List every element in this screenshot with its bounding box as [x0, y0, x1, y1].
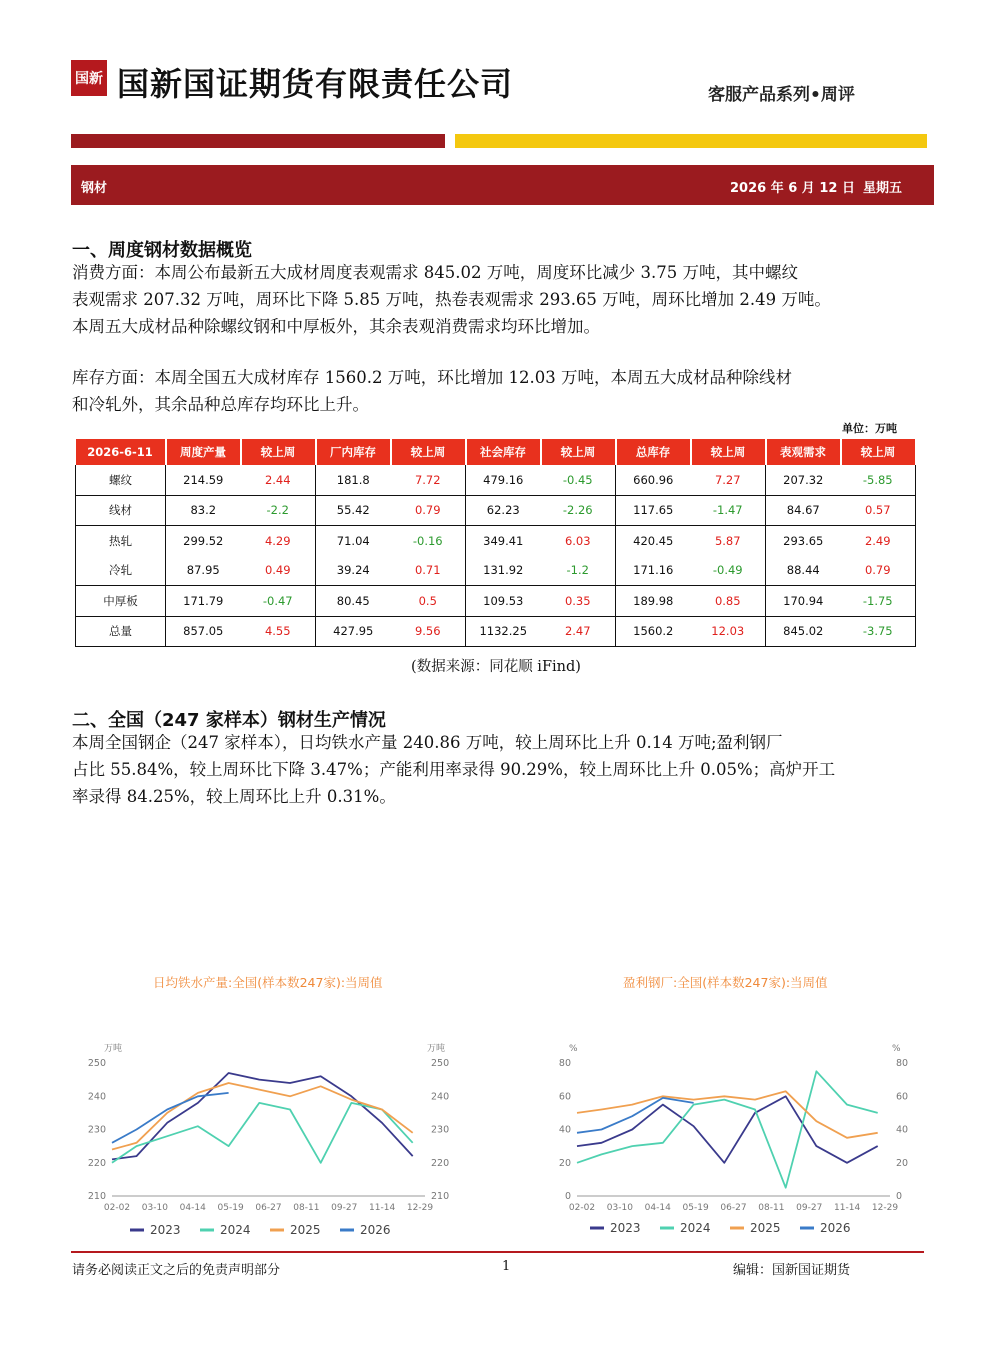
- legend-label: 2024: [220, 1223, 251, 1237]
- table-cell: 299.52: [183, 533, 224, 548]
- table-cell: 420.45: [633, 533, 674, 548]
- table-cell: 0.35: [541, 586, 616, 617]
- table-cell: 427.95: [316, 616, 391, 647]
- table-cell: 171.79: [166, 586, 241, 617]
- row-label: 热轧: [76, 526, 166, 556]
- y-tick-label: 20: [558, 1157, 571, 1169]
- row-label: 总量: [76, 616, 166, 647]
- table-row: [76, 556, 916, 586]
- table-cell: 55.42: [316, 495, 391, 526]
- table-cell: 189.98: [616, 586, 691, 617]
- y-tick-label-right: 0: [896, 1191, 903, 1202]
- table-cell: 71.04: [336, 533, 370, 548]
- section1-title: 一、周度钢材数据概览: [72, 240, 252, 261]
- row-label: 中厚板: [76, 586, 166, 617]
- table-cell: 293.65: [783, 533, 824, 548]
- table-header-cell: 厂内库存: [316, 439, 391, 465]
- table-cell: 0.57: [841, 495, 916, 526]
- x-tick-label: 05-19: [682, 1203, 709, 1213]
- x-tick-label: 08-11: [293, 1203, 320, 1213]
- table-header-cell: 社会库存: [466, 439, 541, 465]
- x-tick-label: 11-14: [369, 1203, 396, 1213]
- y-tick-label-right: 240: [431, 1091, 450, 1103]
- table-cell: 170.94: [766, 586, 841, 617]
- table-cell: 80.45: [316, 586, 391, 617]
- table-header-cell: 总库存: [616, 439, 691, 465]
- table-cell: 1132.25: [466, 616, 541, 647]
- x-tick-label: 11-14: [834, 1203, 861, 1213]
- data-source: (数据来源：同花顺 iFind): [411, 659, 581, 675]
- y-tick-label-right: 250: [431, 1058, 450, 1069]
- legend-label: 2026: [360, 1223, 391, 1237]
- table-cell: -1.47: [691, 495, 766, 526]
- y-unit-right: %: [892, 1044, 901, 1054]
- table-cell: 2.44: [241, 465, 316, 495]
- x-tick-label: 04-14: [179, 1203, 206, 1213]
- x-tick-label: 09-27: [796, 1203, 823, 1213]
- table-cell: -1.2: [541, 556, 616, 586]
- y-tick-label: 210: [87, 1191, 106, 1202]
- x-tick-label: 04-14: [644, 1203, 671, 1213]
- disclaimer-note: 请务必阅读正文之后的免责声明部分: [72, 1263, 281, 1278]
- legend-label: 2025: [750, 1221, 781, 1235]
- table-cell: 7.27: [691, 465, 766, 495]
- table-cell: 2.47: [541, 616, 616, 647]
- table-cell: -0.16: [391, 526, 466, 556]
- x-tick-label: 05-19: [217, 1203, 244, 1213]
- product-series: 客服产品系列•周评: [708, 85, 855, 105]
- table-cell: 0.85: [691, 586, 766, 617]
- y-tick-label: 230: [87, 1124, 106, 1136]
- table-row: [76, 586, 916, 617]
- x-tick-label: 03-10: [141, 1203, 168, 1213]
- chart1-legend: [130, 1219, 420, 1241]
- y-unit-left: 万吨: [104, 1044, 123, 1054]
- y-tick-label: 250: [87, 1058, 106, 1069]
- table-cell: 4.29: [241, 526, 316, 556]
- legend-label: 2024: [680, 1221, 711, 1235]
- header-red-bar: [71, 134, 445, 148]
- series-line-2025: [577, 1091, 878, 1138]
- table-cell: 171.16: [616, 556, 691, 586]
- x-tick-label: 12-29: [406, 1203, 434, 1213]
- table-row: [76, 495, 916, 526]
- legend-label: 2023: [150, 1223, 181, 1237]
- table-row: [76, 526, 916, 556]
- x-tick-label: 02-02: [568, 1203, 596, 1213]
- report-date: 2026 年 6 月 12 日: [730, 181, 855, 196]
- y-tick-label: 220: [87, 1157, 106, 1169]
- table-cell: 214.59: [166, 465, 241, 495]
- table-cell: 4.55: [241, 616, 316, 647]
- y-tick-label-right: 220: [431, 1157, 450, 1169]
- hot-metal-chart: [70, 1038, 470, 1218]
- x-tick-label: 06-27: [255, 1203, 282, 1213]
- table-cell: 479.16: [466, 465, 541, 495]
- table-cell: 87.95: [166, 556, 241, 586]
- table-cell: 84.67: [766, 495, 841, 526]
- y-tick-label-right: 40: [896, 1124, 909, 1136]
- x-tick-label: 03-10: [606, 1203, 633, 1213]
- row-label: 冷轧: [76, 556, 166, 586]
- table-cell: 9.56: [391, 616, 466, 647]
- table-cell: 5.87: [691, 526, 766, 556]
- table-cell: 0.79: [841, 556, 916, 586]
- y-tick-label-right: 60: [896, 1091, 909, 1103]
- y-unit-left: %: [569, 1044, 578, 1054]
- company-name: 国新国证期货有限责任公司: [117, 65, 514, 103]
- y-tick-label: 40: [558, 1124, 571, 1136]
- x-tick-label: 08-11: [758, 1203, 785, 1213]
- y-unit-right: 万吨: [427, 1044, 446, 1054]
- row-label: 螺纹: [76, 465, 166, 495]
- table-cell: 62.23: [466, 495, 541, 526]
- legend-label: 2023: [610, 1221, 641, 1235]
- y-tick-label: 80: [558, 1058, 571, 1069]
- y-tick-label: 240: [87, 1091, 106, 1103]
- table-cell: 6.03: [541, 526, 616, 556]
- table-cell: -2.26: [541, 495, 616, 526]
- table-cell: 207.32: [766, 465, 841, 495]
- table-row: [76, 465, 916, 495]
- table-cell: 83.2: [166, 495, 241, 526]
- x-tick-label: 02-02: [103, 1203, 131, 1213]
- table-header-row: [76, 439, 916, 465]
- table-cell: 181.8: [316, 465, 391, 495]
- inventory-paragraph: 库存方面：本周全国五大成材库存 1560.2 万吨，环比增加 12.03 万吨，本周五大成材品种除线材 和冷轧外，其余品种总库存均环比上升。: [72, 368, 792, 414]
- table-header-cell: 周度产量: [166, 439, 241, 465]
- table-header-cell: 较上周: [391, 439, 466, 465]
- table-cell: 857.05: [166, 616, 241, 647]
- x-tick-label: 06-27: [720, 1203, 747, 1213]
- chart1-title: 日均铁水产量:全国(样本数247家):当周值: [153, 975, 383, 990]
- header-yellow-bar: [455, 134, 927, 148]
- table-cell: -0.49: [691, 556, 766, 586]
- page-number: 1: [502, 1259, 511, 1274]
- footer-divider: [71, 1251, 924, 1253]
- table-row: [76, 616, 916, 647]
- table-cell: 88.44: [766, 556, 841, 586]
- table-cell: 2.49: [841, 526, 916, 556]
- table-cell: -5.85: [841, 465, 916, 495]
- table-header-cell: 较上周: [841, 439, 916, 465]
- table-cell: 349.41: [483, 533, 524, 548]
- legend-label: 2026: [820, 1221, 851, 1235]
- y-tick-label-right: 210: [431, 1191, 450, 1202]
- x-tick-label: 09-27: [331, 1203, 358, 1213]
- report-weekday: 星期五: [863, 181, 903, 196]
- table-cell: 0.5: [391, 586, 466, 617]
- consumption-paragraph: 消费方面：本周公布最新五大成材周度表观需求 845.02 万吨，周度环比减少 3.75 万吨，其中螺纹 表观需求 207.32 万吨，周环比下降 5.85 万吨，热卷表观需求 293.65 万吨，周环比增加 2.49 万吨。 本周五大成材品种除螺纹钢和中厚板外，其余表观消费需求均环比增加。: [72, 263, 831, 336]
- y-tick-label-right: 230: [431, 1124, 450, 1136]
- table-cell: -1.75: [841, 586, 916, 617]
- table-cell: 845.02: [766, 616, 841, 647]
- report-category: 钢材: [81, 181, 108, 196]
- table-cell: 0.79: [391, 495, 466, 526]
- y-tick-label-right: 80: [896, 1058, 909, 1069]
- table-header-cell: 较上周: [241, 439, 316, 465]
- editor-credit: 编辑：国新国证期货: [733, 1263, 851, 1278]
- table-header-cell: 表观需求: [766, 439, 841, 465]
- report-banner: [71, 165, 934, 205]
- x-tick-label: 12-29: [871, 1203, 899, 1213]
- company-logo: 国新: [71, 60, 107, 96]
- section2-title: 二、全国（247 家样本）钢材生产情况: [72, 710, 386, 731]
- table-cell: 0.71: [391, 556, 466, 586]
- table-cell: 117.65: [616, 495, 691, 526]
- y-tick-label-right: 20: [896, 1157, 909, 1169]
- table-cell: 1560.2: [616, 616, 691, 647]
- table-cell: 12.03: [691, 616, 766, 647]
- table-cell: -3.75: [841, 616, 916, 647]
- y-tick-label: 60: [558, 1091, 571, 1103]
- table-header-cell: 2026-6-11: [76, 439, 166, 465]
- unit-label: 单位：万吨: [842, 422, 897, 435]
- chart2-title: 盈利钢厂:全国(样本数247家):当周值: [623, 975, 828, 990]
- legend-label: 2025: [290, 1223, 321, 1237]
- row-label: 线材: [76, 495, 166, 526]
- table-cell: 660.96: [616, 465, 691, 495]
- table-cell: -2.2: [241, 495, 316, 526]
- table-cell: 39.24: [316, 556, 391, 586]
- profitable-mills-chart: [535, 1038, 935, 1218]
- table-cell: 131.92: [466, 556, 541, 586]
- production-paragraph: 本周全国钢企（247 家样本），日均铁水产量 240.86 万吨，较上周环比上升 0.14 万吨;盈利钢厂 占比 55.84%，较上周环比下降 3.47%；产能利用率录得 90.29%，较上周环比上升 0.05%；高炉开工 率录得 84.25%，较上周环比上升 0.31%。: [72, 733, 836, 806]
- table-cell: 0.49: [241, 556, 316, 586]
- steel-data-table: [75, 439, 917, 647]
- table-cell: -0.45: [541, 465, 616, 495]
- table-header-cell: 较上周: [691, 439, 766, 465]
- table-cell: 109.53: [466, 586, 541, 617]
- table-cell: 7.72: [391, 465, 466, 495]
- y-tick-label: 0: [564, 1191, 571, 1202]
- chart2-legend: [590, 1217, 880, 1239]
- table-header-cell: 较上周: [541, 439, 616, 465]
- table-cell: -0.47: [241, 586, 316, 617]
